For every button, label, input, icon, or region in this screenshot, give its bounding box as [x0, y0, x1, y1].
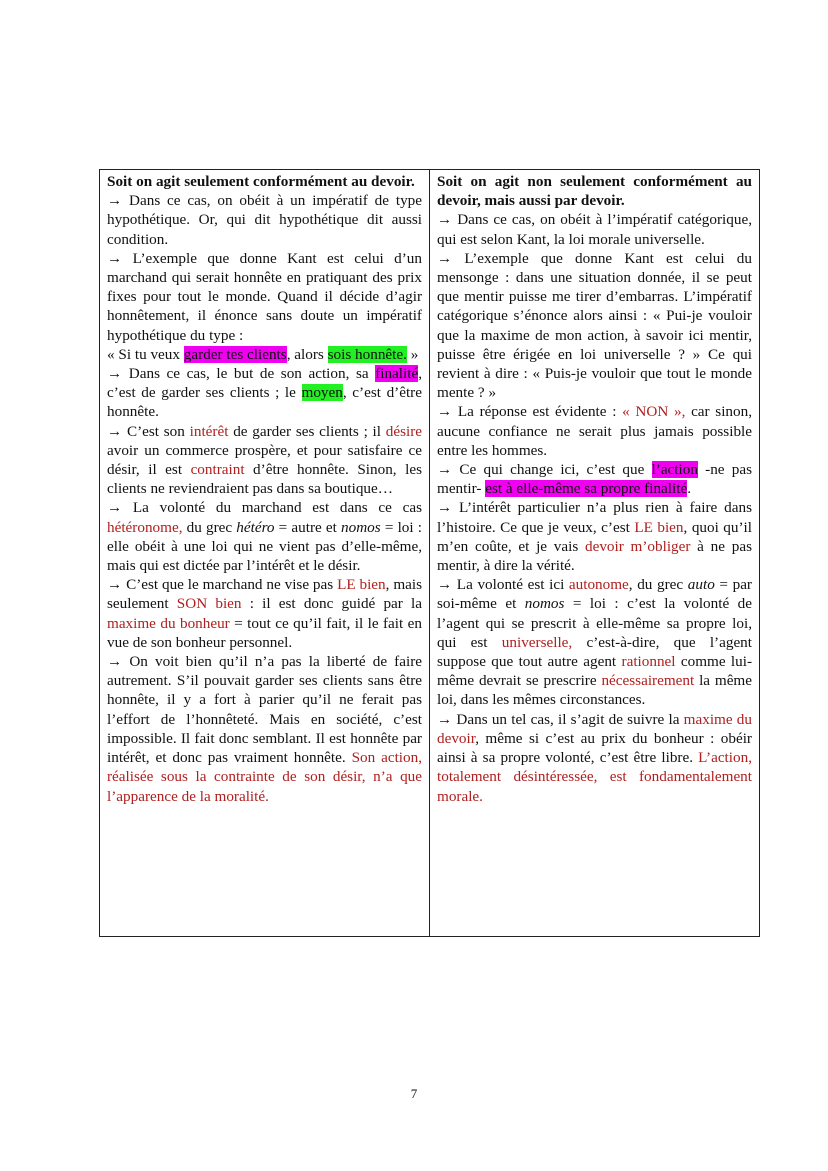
red-term: nécessairement [601, 672, 695, 690]
highlight-green: moyen [301, 384, 343, 402]
text: → L’intérêt particulier n’a plus rien à faire dans l’histoire. Ce que je veux, c’est [437, 499, 752, 536]
text: à ne pas mentir, à dire la vérité. [437, 537, 752, 575]
highlight-pink: garder tes clients [183, 345, 287, 363]
text: → Dans ce cas, le but de son action, sa [107, 365, 376, 383]
text: « Si tu veux [107, 345, 184, 363]
highlight-pink: finalité [375, 365, 419, 383]
red-term: contraint [190, 461, 245, 479]
text: : il est donc guidé par la [241, 595, 423, 613]
text: , même si c’est au prix du bonheur : obéir ainsi à sa propre volonté, c’est être libre. [437, 729, 752, 767]
right-paragraph-4 [437, 460, 752, 498]
red-term: autonome [568, 576, 629, 594]
text: → On voit bien qu’il n’a pas la liberté de faire autrement. S’il pouvait garder ses clients sans être honnête, il y a fort à parier qu’il ne ferait pas l’effort de l’honnêteté. Mais en société, c’est impossible. Il fait donc semblant. Il est honnête par intérêt, et donc pas vraiment honnête. [107, 653, 422, 767]
table-row [100, 170, 760, 937]
red-term: désire [385, 422, 423, 440]
left-paragraph-7 [107, 575, 422, 652]
right-paragraph-5 [437, 498, 752, 575]
text: du grec [182, 518, 237, 536]
right-paragraph-1: → Dans ce cas, on obéit à l’impératif catégorique, qui est selon Kant, la loi morale universelle. [437, 211, 752, 248]
red-term: « NON », [622, 403, 686, 421]
right-paragraph-6 [437, 575, 752, 709]
greek-term: nomos [341, 518, 381, 536]
right-paragraph-2: → L’exemple que donne Kant est celui du mensonge : dans une situation donnée, il se peut que mentir puisse me tirer d’embarras. L’impératif catégorique s’énonce alors ainsi : « Pui-je vouloir que la maxime de mon action, à savoir ici mentir, puisse être érigée en loi universelle ? » Ce qui revient à dire : « Puis-je vouloir que tout le monde mente ? » [437, 249, 752, 402]
left-paragraph-2: → L’exemple que donne Kant est celui d’un marchand qui serait honnête en pratiquant des prix fixes pour tout le monde. Quand il décide d’agir honnêtement, il énonce sans doute un impératif hypothétique du type : [107, 249, 422, 344]
red-term: universelle, [501, 633, 573, 651]
text: → La volonté du marchand est dans ce cas [107, 499, 422, 517]
left-paragraph-6 [107, 498, 422, 575]
red-term: intérêt [189, 422, 229, 440]
text: → Ce qui change ici, c’est que [437, 461, 652, 479]
highlight-green: sois honnête. [327, 345, 407, 363]
red-conclusion: Son action, réalisée sous la contrainte de son désir, n’a que l’apparence de la moralité. [107, 749, 422, 805]
text: = tout ce qu’il fait, il le fait en vue de son bonheur personnel. [107, 614, 422, 651]
highlight-pink: est à elle-même sa propre finalité [485, 480, 688, 498]
text: » [406, 345, 419, 363]
text: , quoi qu’il m’en coûte, et je vais [437, 518, 752, 555]
text: . [687, 480, 691, 498]
text: , c’est de garder ses clients ; le [107, 365, 422, 402]
red-term: LE bien [337, 576, 386, 594]
red-term: hétéronome, [107, 518, 183, 536]
text: -ne pas mentir- [437, 461, 753, 498]
left-heading: Soit on agit seulement conformément au devoir. [107, 173, 415, 190]
red-term: maxime du devoir [437, 710, 752, 747]
right-column [430, 170, 760, 937]
text: → C’est son [107, 422, 190, 440]
right-paragraph-7 [437, 710, 752, 806]
text: car sinon, aucune confiance ne serait plus jamais possible entre les hommes. [437, 403, 752, 459]
text: = loi : c’est la volonté de l’agent qui se prescrit à elle-même sa propre loi, qui est [437, 595, 752, 651]
right-heading: Soit on agit non seulement conformément au devoir, mais aussi par devoir. [437, 173, 752, 210]
greek-term: hétéro [236, 518, 275, 536]
red-term: devoir m’obliger [585, 537, 691, 555]
text: d’être honnête. Sinon, les clients ne reviendraient pas dans sa boutique… [107, 461, 422, 498]
left-paragraph-4 [107, 364, 422, 422]
greek-term: auto [687, 576, 715, 594]
text: = loi : elle obéit à une loi qui ne vient pas d’elle-même, mais qui est dictée par l’intérêt et le désir. [107, 518, 422, 575]
text: = autre et [274, 518, 342, 536]
text: comme lui-même devrait se prescrire [437, 653, 753, 690]
greek-term: nomos [524, 595, 565, 613]
left-paragraph-3 [107, 345, 422, 364]
red-term: rationnel [621, 653, 676, 671]
right-paragraph-3 [437, 402, 752, 460]
left-column [100, 170, 430, 937]
red-conclusion: L’action, totalement désintéressée, est fondamentalement morale. [437, 749, 752, 805]
comparison-table [99, 169, 760, 937]
highlight-pink: l’action [651, 461, 698, 479]
page-number: 7 [410, 1086, 418, 1101]
text: → La réponse est évidente : [437, 403, 623, 421]
text: , mais seulement [107, 576, 422, 613]
text: , c’est d’être honnête. [107, 384, 422, 421]
left-paragraph-1: → Dans ce cas, on obéit à un impératif de type hypothétique. Or, qui dit hypothétique dit aussi condition. [107, 192, 422, 248]
text: de garder ses clients ; il [228, 422, 386, 440]
text: c’est-à-dire, que l’agent suppose que tout autre agent [437, 633, 752, 671]
text: , du grec [628, 576, 688, 594]
red-term: maxime du bonheur [107, 614, 230, 632]
text: → Dans un tel cas, il s’agit de suivre la [437, 710, 684, 728]
left-paragraph-8 [107, 652, 422, 806]
red-term: SON bien [176, 595, 242, 613]
text: → C’est que le marchand ne vise pas [107, 576, 338, 594]
text: , alors [286, 345, 328, 363]
text: la même loi, dans les mêmes circonstances. [437, 672, 752, 709]
text: → La volonté est ici [437, 576, 569, 594]
text: avoir un commerce prospère, et pour satisfaire ce désir, il est [107, 441, 422, 479]
red-term: LE bien [634, 518, 684, 536]
text: = par soi-même et [437, 576, 752, 613]
left-paragraph-5 [107, 422, 422, 499]
